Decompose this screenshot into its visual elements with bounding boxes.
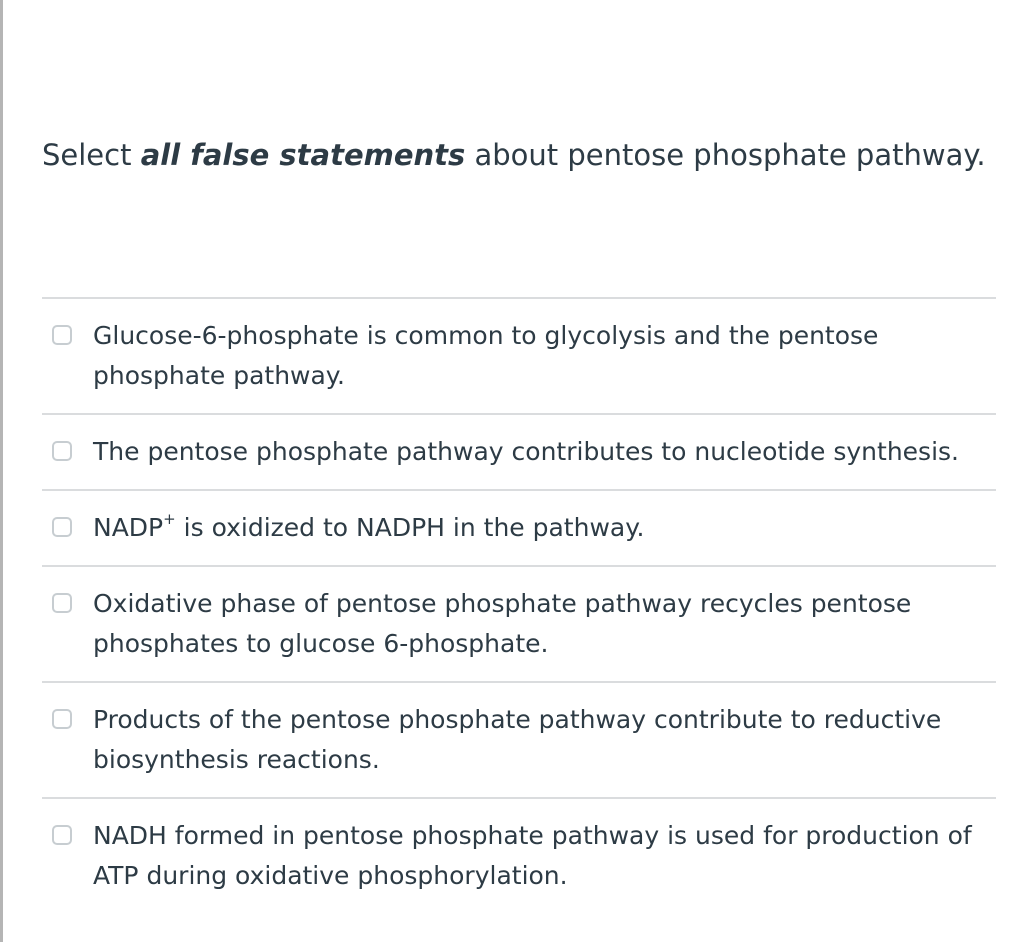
answer-option[interactable]: [42, 415, 996, 491]
answer-list: [42, 297, 996, 915]
answer-label[interactable]: Glucose-6-phosphate is common to glycolysis and the pentose phosphate pathway.: [93, 321, 879, 390]
answer-label[interactable]: [93, 508, 973, 548]
answer-checkbox[interactable]: [52, 825, 72, 845]
question-suffix: about pentose phosphate pathway.: [465, 138, 986, 172]
answer-checkbox[interactable]: [52, 441, 72, 461]
answer-checkbox[interactable]: [52, 709, 72, 729]
question-text: [42, 134, 1002, 176]
left-border: [0, 0, 3, 942]
answer-label-text: is oxidized to NADPH in the pathway.: [175, 513, 645, 542]
answer-option[interactable]: [42, 683, 996, 799]
question-prefix: Select: [42, 138, 141, 172]
answer-label[interactable]: Products of the pentose phosphate pathway contribute to reductive biosynthesis reactions.: [93, 705, 942, 774]
answer-checkbox[interactable]: [52, 325, 72, 345]
answer-checkbox[interactable]: [52, 593, 72, 613]
answer-checkbox[interactable]: [52, 517, 72, 537]
question-emphasis: all false statements: [140, 138, 466, 172]
answer-label[interactable]: The pentose phosphate pathway contributes to nucleotide synthesis.: [93, 437, 959, 466]
answer-option[interactable]: [42, 299, 996, 415]
answer-label-text: NADP: [93, 513, 164, 542]
answer-label[interactable]: NADH formed in pentose phosphate pathway is used for production of ATP during oxidative phosphorylation.: [93, 821, 972, 890]
answer-option[interactable]: [42, 567, 996, 683]
answer-option[interactable]: [42, 799, 996, 915]
answer-label[interactable]: Oxidative phase of pentose phosphate pathway recycles pentose phosphates to glucose 6-phosphate.: [93, 589, 912, 658]
answer-option[interactable]: [42, 491, 996, 567]
answer-label-superscript: +: [163, 510, 176, 528]
